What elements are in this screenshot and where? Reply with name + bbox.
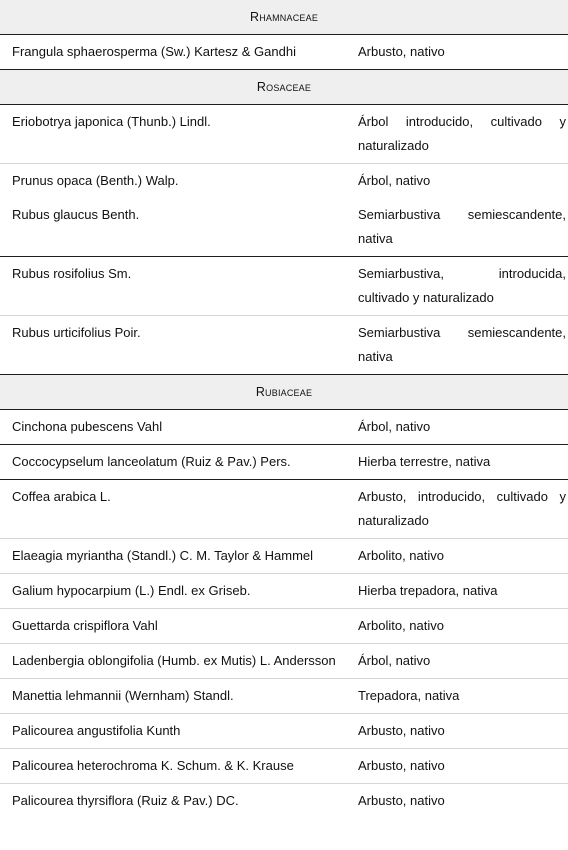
species-habit: Árbol, nativo [346,410,568,445]
species-habit: Arbusto, introducido, cultivado y naturalizado [346,480,568,539]
species-habit: Arbusto, nativo [346,714,568,749]
species-name: Ladenbergia oblongifolia (Humb. ex Mutis) L. Andersson [0,644,346,679]
species-row [0,35,568,70]
species-row [0,257,568,316]
family-name: Rhamnaceae [0,0,568,35]
species-name: Frangula sphaerosperma (Sw.) Kartesz & Gandhi [12,44,296,59]
species-habit: Árbol, nativo [346,644,568,679]
family-name: Rubiaceae [0,375,568,410]
species-habit: Trepadora, nativa [346,679,568,714]
species-habit: Semiarbustiva, introducida, cultivado y naturalizado [346,257,568,316]
species-name: Palicourea angustifolia Kunth [0,714,346,749]
species-row [0,679,568,714]
family-header-row [0,0,568,35]
species-habit: Arbusto, nativo [358,44,445,59]
species-habit: Arbusto, nativo [346,749,568,784]
species-name: Cinchona pubescens Vahl [0,410,346,445]
species-row [0,105,568,164]
species-row [0,164,568,199]
species-habit: Hierba terrestre, nativa [346,445,568,480]
species-row [0,609,568,644]
species-name: Palicourea heterochroma K. Schum. & K. Krause [0,749,346,784]
species-name: Prunus opaca (Benth.) Walp. [12,173,179,188]
species-row [0,749,568,784]
species-name: Galium hypocarpium (L.) Endl. ex Griseb. [0,574,346,609]
species-habit: Árbol introducido, cultivado y naturalizado [346,105,568,164]
species-name: Rubus rosifolius Sm. [0,257,346,316]
species-name: Elaeagia myriantha (Standl.) C. M. Taylor & Hammel [0,539,346,574]
species-name: Manettia lehmannii (Wernham) Standl. [0,679,346,714]
species-name: Coccocypselum lanceolatum (Ruiz & Pav.) Pers. [0,445,346,480]
species-habit: Semiarbustiva semiescandente, nativa [358,325,567,364]
species-row [0,574,568,609]
species-row [0,445,568,480]
species-habit: Hierba trepadora, nativa [346,574,568,609]
species-row [0,410,568,445]
family-header-row [0,375,568,410]
family-header-row [0,70,568,105]
species-row [0,316,568,375]
species-name: Palicourea thyrsiflora (Ruiz & Pav.) DC. [12,793,239,808]
species-habit: Árbol, nativo [358,173,431,188]
species-row [0,198,568,257]
species-name: Eriobotrya japonica (Thunb.) Lindl. [0,105,346,164]
species-row [0,714,568,749]
species-name: Coffea arabica L. [0,480,346,539]
species-row [0,784,568,819]
species-habit: Arbusto, nativo [358,793,445,808]
species-row [0,644,568,679]
species-habit: Arbolito, nativo [346,539,568,574]
species-row [0,539,568,574]
family-name: Rosaceae [0,70,568,105]
species-row [0,480,568,539]
species-name: Rubus urticifolius Poir. [12,325,141,340]
species-habit: Semiarbustiva semiescandente, nativa [346,198,568,257]
species-name: Rubus glaucus Benth. [0,198,346,257]
species-habit: Arbolito, nativo [346,609,568,644]
species-name: Guettarda crispiflora Vahl [0,609,346,644]
